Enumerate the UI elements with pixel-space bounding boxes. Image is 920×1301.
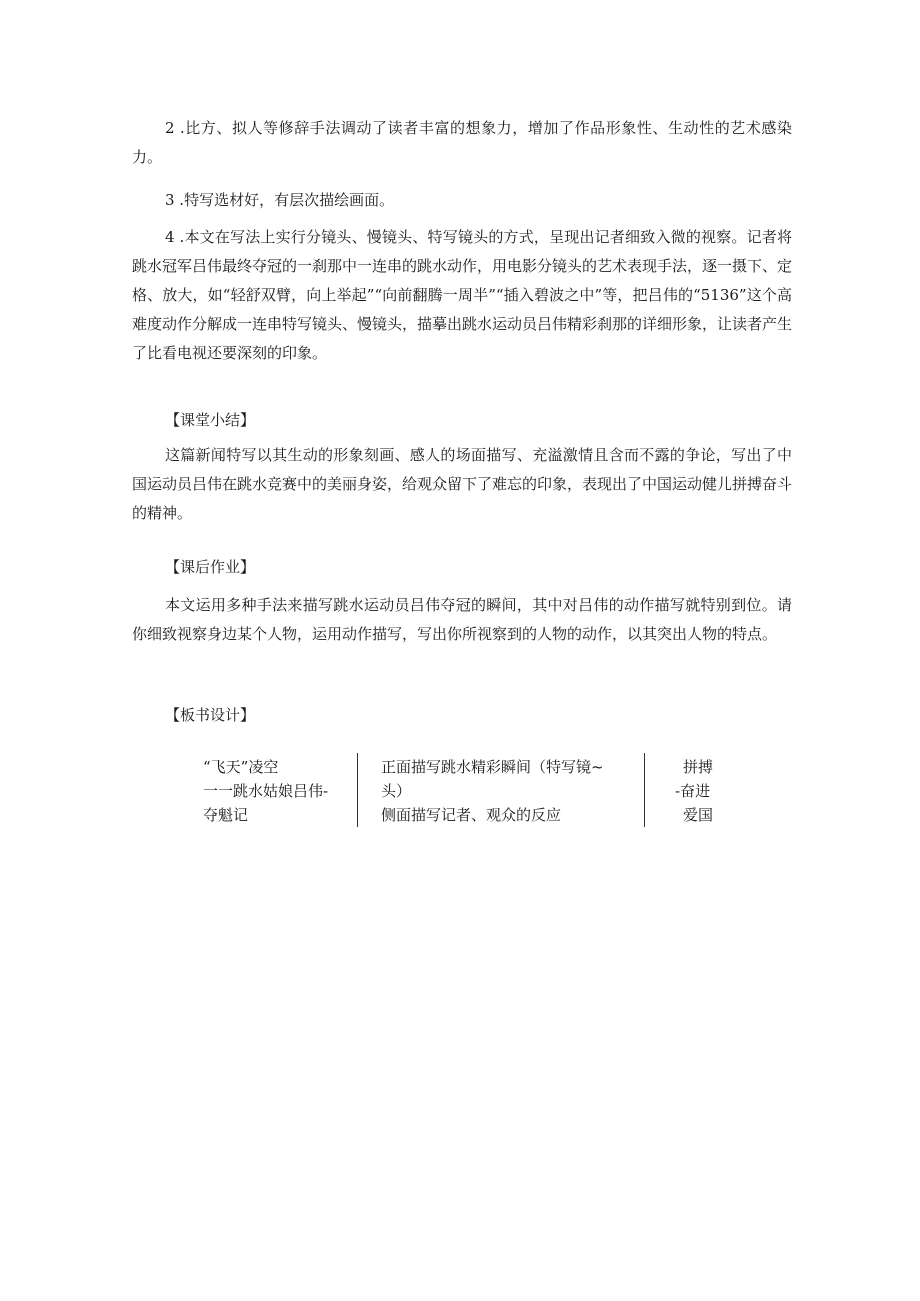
board-theme-word: 爱国	[683, 806, 714, 824]
board-theme-column	[675, 755, 713, 827]
board-description-column	[381, 755, 604, 827]
board-heading: 【板书设计】	[165, 706, 256, 724]
board-divider	[357, 753, 358, 827]
board-title-line: 夺魁记	[203, 806, 249, 824]
board-divider	[644, 753, 645, 827]
board-description-line: 侧面描写记者、观众的反应	[381, 806, 562, 824]
board-title-column	[203, 755, 328, 827]
paragraph-point-4: 4 .本文在写法上实行分镜头、慢镜头、特写镜头的方式，呈现出记者细致入微的视察。记者将跳水冠军吕伟最终夺冠的一刹那中一连串的跳水动作，用电影分镜头的艺术表现手法，逐一摄下、定格、放大，如“轻舒双臂，向上举起”“向前翻腾一周半”“插入碧波之中”等，把吕伟的“5136”这个高难度动作分解成一连串特写镜头、慢镜头，描摹出跳水运动员吕伟精彩刹那的详细形象，让读者产生了比看电视还要深刻的印象。	[132, 228, 793, 362]
board-theme-word: 拼搏	[683, 758, 714, 776]
paragraph-point-2: 2 .比方、拟人等修辞手法调动了读者丰富的想象力，增加了作品形象性、生动性的艺术感染力。	[132, 119, 792, 166]
homework-heading: 【课后作业】	[165, 558, 256, 576]
board-title-line: “飞天”凌空	[203, 758, 279, 776]
board-description-line: 正面描写跳水精彩瞬间（特写镜~	[381, 758, 604, 776]
summary-heading: 【课堂小结】	[165, 411, 256, 429]
paragraph-point-3: 3 .特写选材好，有层次描绘画面。	[165, 191, 395, 209]
homework-text: 本文运用多种手法来描写跳水运动员吕伟夺冠的瞬间，其中对吕伟的动作描写就特别到位。请你细致视察身边某个人物，运用动作描写，写出你所视察到的人物的动作，以其突出人物的特点。	[132, 596, 792, 643]
summary-text: 这篇新闻特写以其生动的形象刻画、感人的场面描写、充溢激情且含而不露的争论，写出了中国运动员吕伟在跳水竞赛中的美丽身姿，给观众留下了难忘的印象，表现出了中国运动健儿拼搏奋斗的精神。	[132, 446, 793, 522]
board-theme-word: -奋进	[675, 782, 711, 800]
board-title-line: 一一跳水姑娘吕伟-	[203, 782, 329, 800]
board-description-line: 头）	[381, 782, 412, 800]
